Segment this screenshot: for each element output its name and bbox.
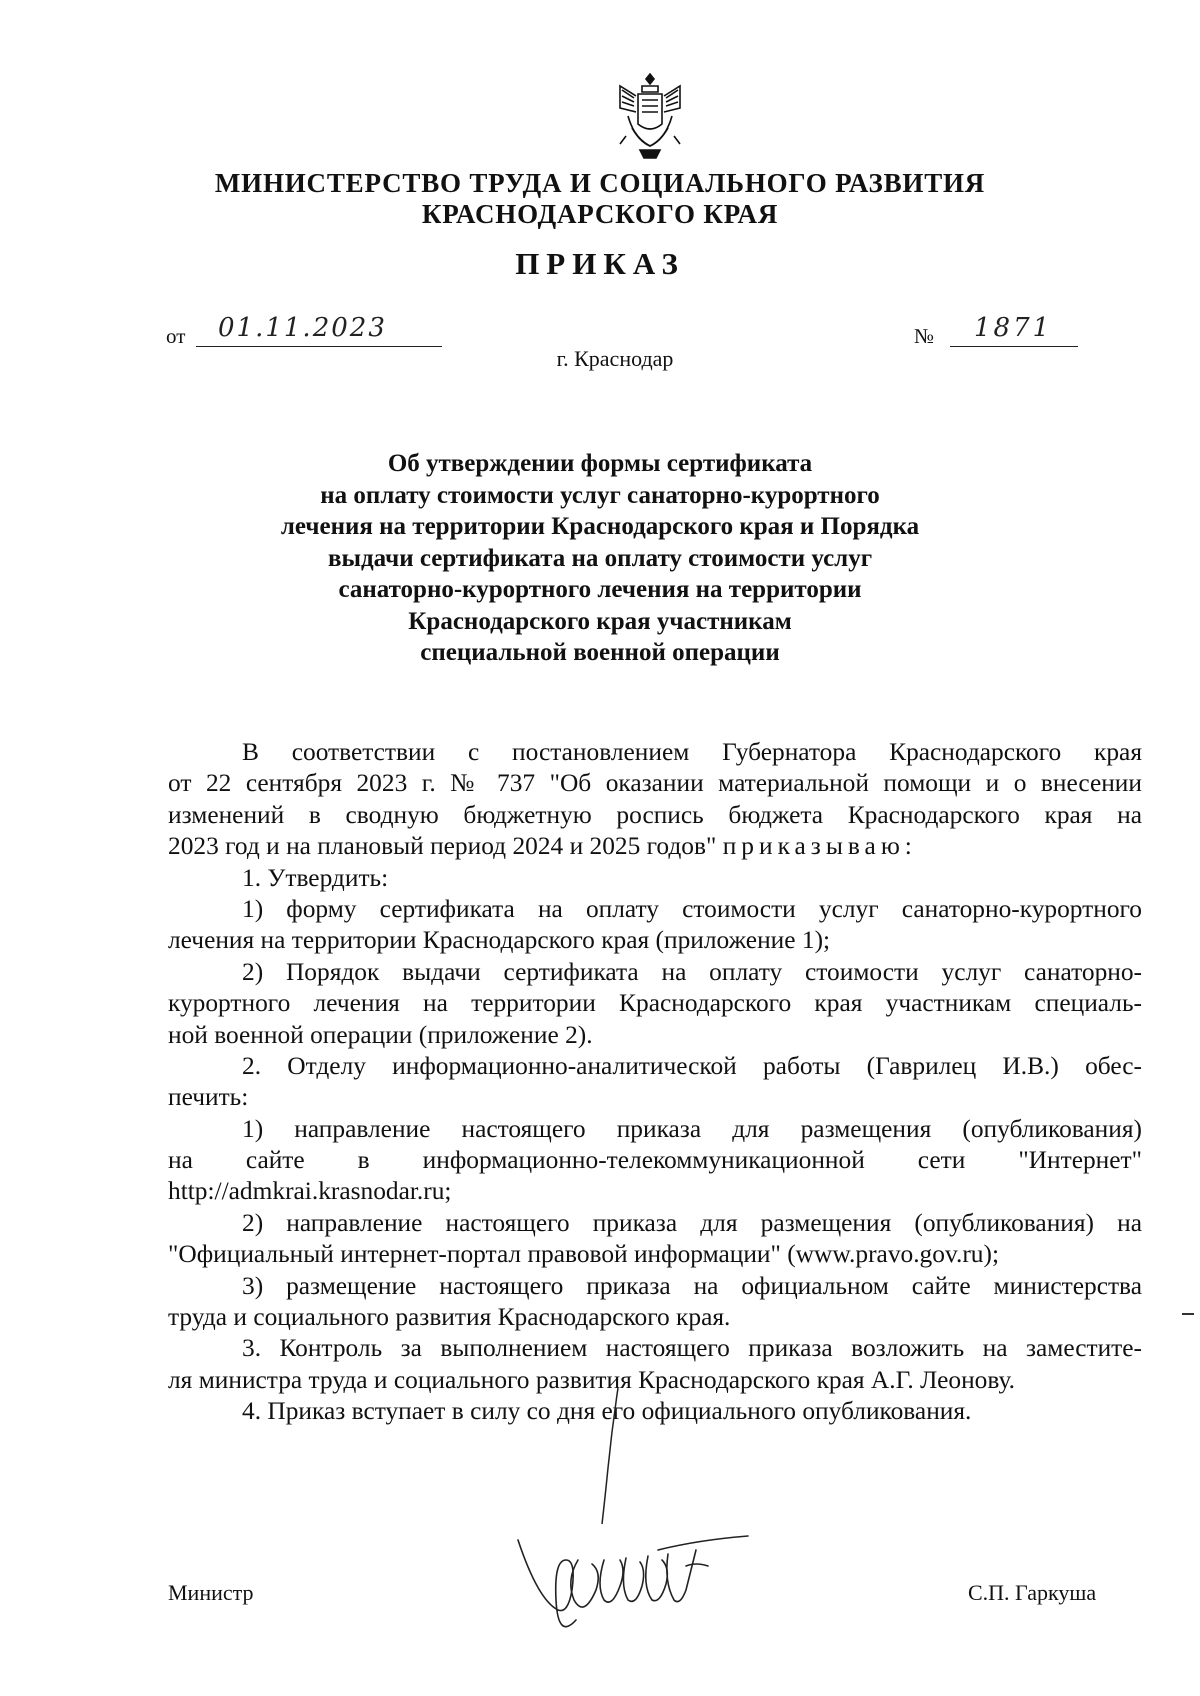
ministry-name-line-1: МИНИСТЕРСТВО ТРУДА И СОЦИАЛЬНОГО РАЗВИТИЯ [214,168,986,198]
title-line: специальной военной операции [420,639,780,666]
item-1-1: 1) форму сертификата на оплату стоимости услуг санаторно-курортного [242,894,1142,923]
number-label: № [914,324,935,348]
item-2-2: 2) направление настоящего приказа для размещения (опубликования) на [242,1208,1142,1237]
document-body [168,737,1142,1428]
date-value: 01.11.2023 [218,313,387,343]
item-2: 2. Отделу информационно-аналитической работы (Гаврилец И.В.) обес- [242,1051,1142,1080]
signer-name: С.П. Гаркуша [968,1580,1097,1605]
item-2-1-link: http://admkrai.krasnodar.ru; [168,1177,452,1206]
item-4: 4. Приказ вступает в силу со дня его официального опубликования. [242,1397,972,1426]
item-1-2: 2) Порядок выдачи сертификата на оплату стоимости услуг санаторно- [242,957,1142,986]
ministry-name [0,168,1200,230]
date-label: от [166,324,186,348]
signature-stroke-icon [596,1386,626,1526]
item-2-1-cont: на сайте в информационно-телекоммуникационной сети "Интернет" [168,1146,1142,1175]
ministry-name-line-2: КРАСНОДАРСКОГО КРАЯ [421,199,779,229]
body-line-text: 2023 год и на плановый период 2024 и 2025 годов" [168,832,717,861]
title-line: на оплату стоимости услуг санаторно-курортного [320,481,880,509]
title-line: выдачи сертификата на оплату стоимости услуг [327,544,873,572]
signer-position: Министр [168,1580,254,1605]
item-1: 1. Утвердить: [242,863,389,892]
item-2-1: 1) направление настоящего приказа для размещения (опубликования) [242,1114,1142,1143]
number-value: 1871 [974,313,1053,343]
document-title [0,448,1200,669]
coat-of-arms-icon [612,72,688,162]
body-line: В соответствии с постановлением Губернатора Краснодарского края [242,738,1142,766]
title-line: Краснодарского края участникам [408,607,792,635]
document-type: ПРИКАЗ [515,246,685,281]
city: г. Краснодар [556,346,674,371]
item-3-cont: ля министра труда и социального развития Краснодарского края А.Г. Леонову. [168,1365,1015,1394]
item-1-2-cont: ной военной операции (приложение 2). [168,1020,593,1049]
margin-mark [1182,1313,1194,1315]
item-2-3: 3) размещение настоящего приказа на официальном сайте министерства [242,1271,1142,1300]
item-3: 3. Контроль за выполнением настоящего приказа возложить на заместите- [242,1334,1142,1363]
title-line: санаторно-курортного лечения на территории [338,576,862,603]
item-2-3-cont: труда и социального развития Краснодарского края. [168,1303,731,1332]
handwritten-signature-icon [508,1520,758,1630]
item-2-cont: печить: [168,1083,249,1112]
body-line: изменений в сводную бюджетную роспись бюджета Краснодарского края на [168,800,1142,829]
order-word: приказываю: [722,832,917,861]
title-line: лечения на территории Краснодарского края и Порядка [280,513,920,540]
item-2-2-cont: "Официальный интернет-портал правовой информации" (www.pravo.gov.ru); [168,1240,999,1269]
item-1-1-cont: лечения на территории Краснодарского края (приложение 1); [168,926,831,955]
item-1-2-cont: курортного лечения на территории Краснодарского края участникам специаль- [168,989,1142,1018]
title-line: Об утверждении формы сертификата [387,450,813,477]
body-line [168,831,1142,862]
body-line: от 22 сентября 2023 г. № 737 "Об оказании материальной помощи и о внесении [168,769,1142,798]
